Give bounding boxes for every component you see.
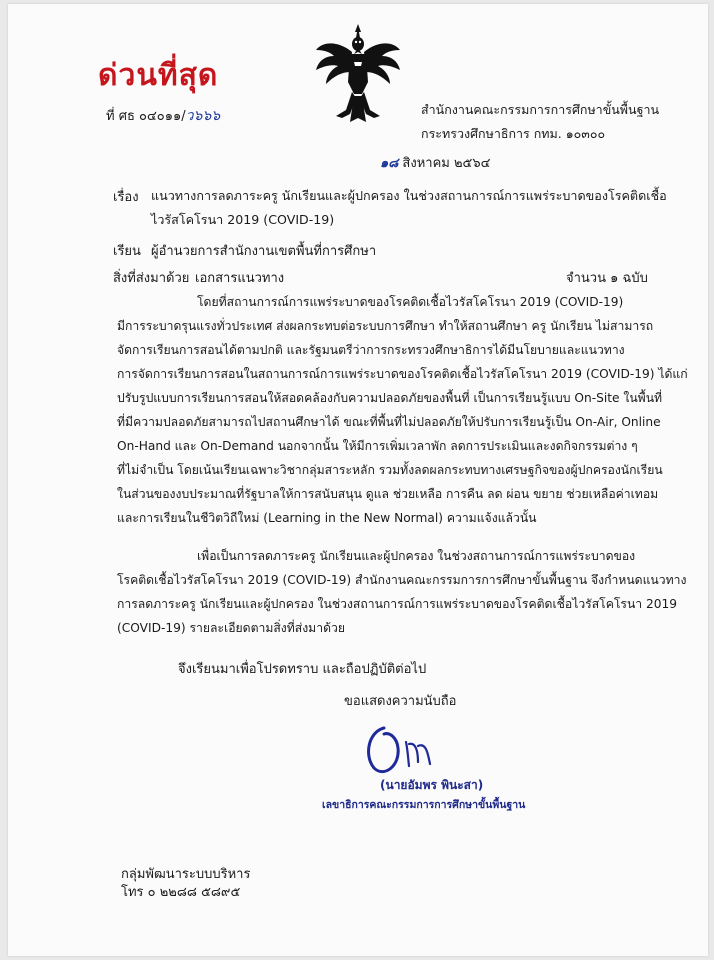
paragraph-line: เพื่อเป็นการลดภาระครู นักเรียนและผู้ปกครอง ในช่วงสถานการณ์การแพร่ระบาดของ <box>197 549 636 563</box>
organization-name: สำนักงานคณะกรรมการการศึกษาขั้นพื้นฐาน <box>421 102 660 117</box>
paragraph-line: โดยที่สถานการณ์การแพร่ระบาดของโรคติดเชื้อไวรัสโคโรนา 2019 (COVID-19) <box>197 295 624 309</box>
enclosure-value: เอกสารแนวทาง <box>195 271 285 286</box>
document-date <box>380 152 490 173</box>
date-month-year: สิงหาคม ๒๕๖๔ <box>402 156 491 171</box>
paragraph-line: ที่ไม่จำเป็น โดยเน้นเรียนเฉพาะวิชากลุ่มสาระหลัก รวมทั้งลดผลกระทบทางเศรษฐกิจของผู้ปกครองนักเรียน <box>117 463 663 477</box>
closing-line: จึงเรียนมาเพื่อโปรดทราบ และถือปฏิบัติต่อไป <box>178 662 427 677</box>
paragraph-line: มีการระบาดรุนแรงทั่วประเทศ ส่งผลกระทบต่อระบบการศึกษา ทำให้สถานศึกษา ครู นักเรียน ไม่สามารถ <box>117 319 654 333</box>
subject-label: เรื่อง <box>113 190 139 205</box>
body-paragraph-2 <box>117 544 687 640</box>
subject-line-2: ไวรัสโคโรนา 2019 (COVID-19) <box>151 212 335 227</box>
paragraph-line: On-Hand และ On-Demand นอกจากนั้น ให้มีการเพิ่มเวลาพัก ลดการประเมินและงดกิจกรรมต่าง ๆ <box>117 439 638 453</box>
subject-line-1: แนวทางการลดภาระครู นักเรียนและผู้ปกครอง ในช่วงสถานการณ์การแพร่ระบาดของโรคติดเชื้อ <box>151 188 667 203</box>
paragraph-line: และการเรียนในชีวิตวิถีใหม่ (Learning in the New Normal) ความแจ้งแล้วนั้น <box>117 511 537 525</box>
recipient-value: ผู้อำนวยการสำนักงานเขตพื้นที่การศึกษา <box>151 244 377 259</box>
enclosure-count: จำนวน ๑ ฉบับ <box>566 271 648 286</box>
issuing-department: กลุ่มพัฒนาระบบบริหาร <box>121 867 251 882</box>
paragraph-line: จัดการเรียนการสอนได้ตามปกติ และรัฐมนตรีว่าการกระทรวงศึกษาธิการได้มีนโยบายและแนวทาง <box>117 343 625 357</box>
closing-regards: ขอแสดงความนับถือ <box>344 694 457 709</box>
organization-address: กระทรวงศึกษาธิการ กทม. ๑๐๓๐๐ <box>421 126 606 141</box>
signatory-position: เลขาธิการคณะกรรมการการศึกษาขั้นพื้นฐาน <box>322 799 526 811</box>
paragraph-line: การจัดการเรียนการสอนในสถานการณ์การแพร่ระบาดของโรคติดเชื้อไวรัสโคโรนา 2019 (COVID-19) ได้แก่ <box>117 367 688 381</box>
paragraph-line: ที่มีความปลอดภัยสามารถไปสถานศึกษาได้ ขณะที่พื้นที่ไม่ปลอดภัยให้ปรับการเรียนรู้เป็น On-Air, Online <box>117 415 661 429</box>
paragraph-line: ปรับรูปแบบการเรียนการสอนให้สอดคล้องกับความปลอดภัยของพื้นที่ เป็นการเรียนรู้แบบ On-Site ในพื้นที่ <box>117 391 663 405</box>
document-number-value: ว๖๖๖ <box>185 108 221 124</box>
paragraph-line: ในส่วนของงบประมาณที่รัฐบาลให้การสนับสนุน ดูแล ช่วยเหลือ การคืน ลด ผ่อน ขยาย ช่วยเหลือค่าเทอม <box>117 487 659 501</box>
document-number <box>106 105 220 127</box>
recipient-label: เรียน <box>113 244 141 259</box>
date-day: ๑๘ <box>380 156 399 171</box>
issuing-organization <box>421 98 659 146</box>
enclosure-label: สิ่งที่ส่งมาด้วย <box>113 271 190 286</box>
signatory-name: (นายอัมพร พินะสา) <box>380 778 484 792</box>
contact-phone: โทร ๐ ๒๒๘๘ ๕๘๙๕ <box>121 885 241 900</box>
document-number-prefix: ที่ ศธ ๐๔๐๑๑/ <box>106 109 186 124</box>
body-paragraph-1 <box>117 290 688 530</box>
paragraph-line: (COVID-19) รายละเอียดตามสิ่งที่ส่งมาด้วย <box>117 621 345 635</box>
paragraph-line: การลดภาระครู นักเรียนและผู้ปกครอง ในช่วงสถานการณ์การแพร่ระบาดของโรคติดเชื้อไวรัสโคโรนา 2019 <box>117 597 678 611</box>
garuda-emblem-icon <box>312 22 404 126</box>
handwritten-signature-icon <box>362 722 452 782</box>
urgency-stamp: ด่วนที่สุด <box>98 58 219 93</box>
paragraph-line: โรคติดเชื้อไวรัสโคโรนา 2019 (COVID-19) สำนักงานคณะกรรมการการศึกษาขั้นพื้นฐาน จึงกำหนดแนวทาง <box>117 573 687 587</box>
